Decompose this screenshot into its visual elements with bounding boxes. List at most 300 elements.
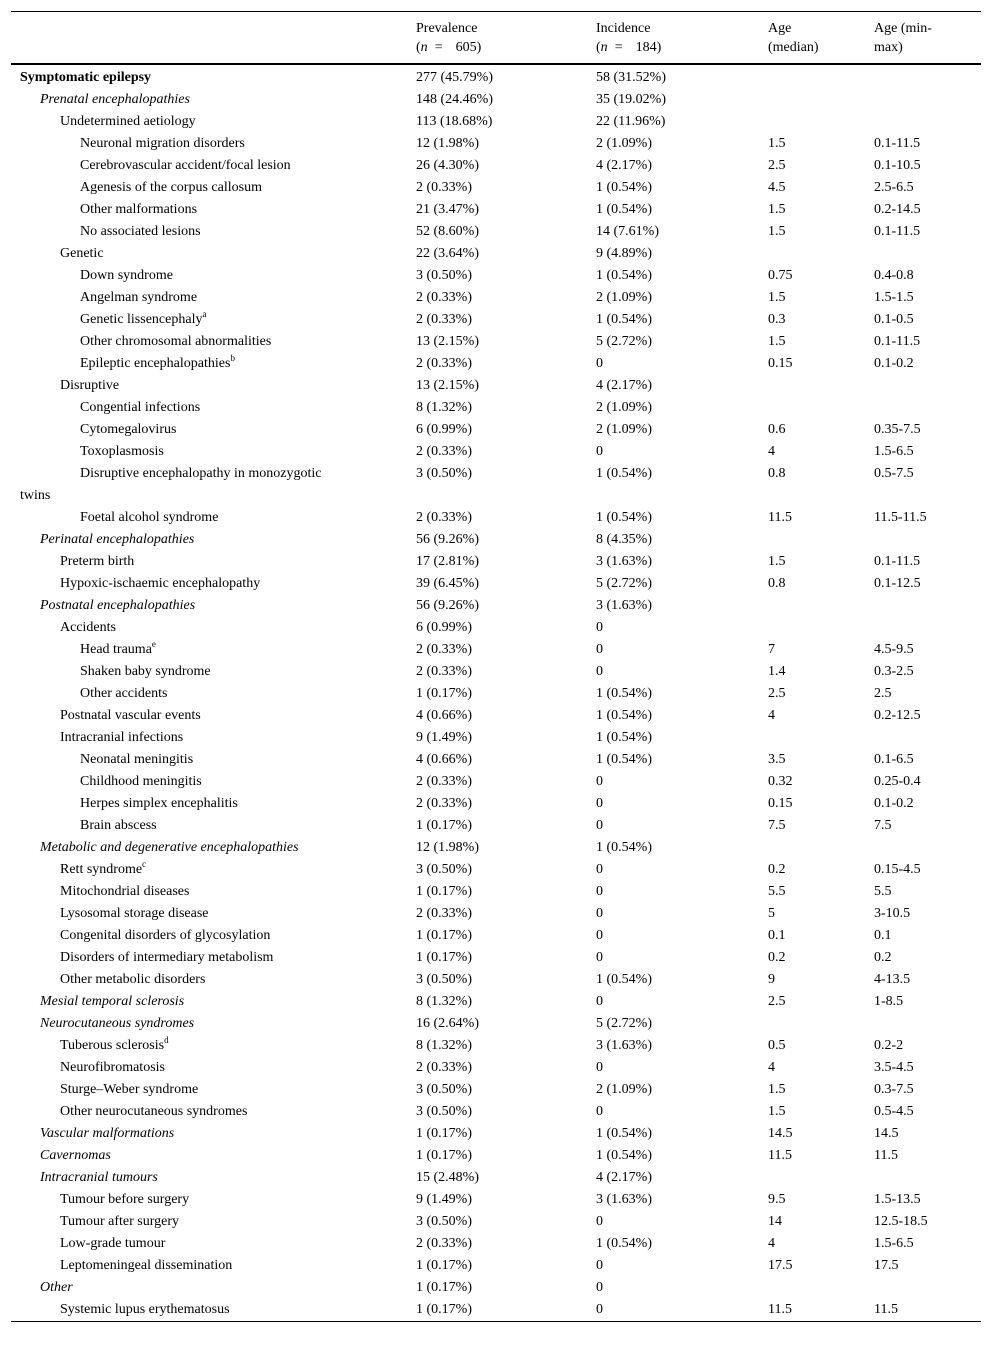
cell-age-range: 0.1-0.2 [874,796,914,811]
table-row [11,1035,981,1057]
cell-age-range: 0.1-12.5 [874,576,921,591]
cell-age-range: 3-10.5 [874,906,911,921]
row-label: Down syndrome [80,268,173,283]
cell-age-median: 1.5 [768,1104,786,1119]
cell-age-median: 0.3 [768,312,786,327]
cell-age-median: 0.2 [768,950,786,965]
cell-age-median: 1.5 [768,136,786,151]
table-row [11,815,981,837]
cell-incidence: 0 [596,862,603,877]
cell-prevalence: 1 (0.17%) [416,1148,472,1163]
row-label: Sturge–Weber syndrome [60,1082,199,1097]
table-row [11,265,981,287]
cell-incidence: 1 (0.54%) [596,180,652,195]
cell-prevalence: 3 (0.50%) [416,1214,472,1229]
cell-age-median: 4.5 [768,180,786,195]
cell-prevalence: 2 (0.33%) [416,906,472,921]
cell-age-median: 0.8 [768,466,786,481]
cell-incidence: 0 [596,928,603,943]
table-row [11,1079,981,1101]
cell-incidence: 1 (0.54%) [596,1126,652,1141]
cell-incidence: 3 (1.63%) [596,1038,652,1053]
cell-incidence: 1 (0.54%) [596,312,652,327]
cell-prevalence: 6 (0.99%) [416,422,472,437]
cell-incidence: 0 [596,994,603,1009]
cell-prevalence: 56 (9.26%) [416,532,479,547]
table-row [11,1211,981,1233]
cell-prevalence: 9 (1.49%) [416,1192,472,1207]
row-label: Toxoplasmosis [80,444,164,459]
row-label: Brain abscess [80,818,157,833]
cell-prevalence: 2 (0.33%) [416,1060,472,1075]
table-row [11,925,981,947]
table-row [11,617,981,639]
row-label: Other neurocutaneous syndromes [60,1104,248,1119]
cell-incidence: 0 [596,1104,603,1119]
cell-incidence: 5 (2.72%) [596,1016,652,1031]
cell-age-range: 0.1-0.5 [874,312,914,327]
cell-age-range: 4-13.5 [874,972,911,987]
cell-incidence: 1 (0.54%) [596,840,652,855]
row-label: Leptomeningeal dissemination [60,1258,233,1273]
cell-age-median: 1.4 [768,664,786,679]
cell-prevalence: 1 (0.17%) [416,1258,472,1273]
header-prevalence-n: (n = 605) [416,40,482,55]
table-row [11,1167,981,1189]
row-label: Genetic lissencephaly$^a$ [80,309,207,327]
cell-incidence: 0 [596,642,603,657]
table-row [11,1189,981,1211]
cell-age-median: 0.5 [768,1038,786,1053]
cell-age-range: 11.5 [874,1302,898,1317]
row-label: No associated lesions [80,224,201,239]
table-row [11,991,981,1013]
cell-incidence: 5 (2.72%) [596,576,652,591]
cell-age-median: 0.6 [768,422,786,437]
cell-prevalence: 1 (0.17%) [416,1280,472,1295]
cell-age-range: 4.5-9.5 [874,642,914,657]
table-row [11,155,981,177]
cell-age-median: 11.5 [768,510,792,525]
row-label: Other [40,1280,73,1295]
cell-age-median: 0.8 [768,576,786,591]
header-incidence [596,19,661,57]
cell-prevalence: 1 (0.17%) [416,950,472,965]
row-label: Angelman syndrome [80,290,198,305]
table-row [11,67,981,89]
cell-age-median: 5 [768,906,775,921]
row-label: Vascular malformations [40,1126,175,1141]
cell-prevalence: 1 (0.17%) [416,928,472,943]
row-label: Congential infections [80,400,201,415]
row-label: Tumour before surgery [60,1192,190,1207]
cell-age-range: 0.1-11.5 [874,224,921,239]
row-label: Cerebrovascular accident/focal lesion [80,158,291,173]
cell-age-median: 1.5 [768,202,786,217]
row-label: Agenesis of the corpus callosum [80,180,262,195]
row-label: Disorders of intermediary metabolism [60,950,274,965]
table-row [11,859,981,881]
cell-incidence: 1 (0.54%) [596,752,652,767]
cell-prevalence: 13 (2.15%) [416,378,479,393]
cell-prevalence: 16 (2.64%) [416,1016,479,1031]
cell-age-range: 1.5-1.5 [874,290,914,305]
header-incidence-n: (n = 184) [596,40,662,55]
cell-age-median: 4 [768,1060,775,1075]
row-label: Foetal alcohol syndrome [80,510,219,525]
cell-incidence: 0 [596,796,603,811]
cell-age-median: 9 [768,972,775,987]
table-row [11,573,981,595]
table-header [11,12,981,65]
cell-prevalence: 3 (0.50%) [416,466,472,481]
cell-prevalence: 2 (0.33%) [416,312,472,327]
cell-prevalence: 6 (0.99%) [416,620,472,635]
cell-age-range: 0.1-11.5 [874,554,921,569]
cell-prevalence: 3 (0.50%) [416,1104,472,1119]
cell-incidence: 1 (0.54%) [596,730,652,745]
table-row [11,111,981,133]
cell-age-range: 14.5 [874,1126,899,1141]
cell-age-median: 14.5 [768,1126,793,1141]
cell-age-range: 0.1-0.2 [874,356,914,371]
cell-prevalence: 13 (2.15%) [416,334,479,349]
footnote-marker: a [202,309,207,319]
cell-incidence: 0 [596,1258,603,1273]
cell-age-range: 0.1-10.5 [874,158,921,173]
cell-age-range: 0.1-6.5 [874,752,914,767]
row-label: Tumour after surgery [60,1214,179,1229]
cell-incidence: 1 (0.54%) [596,1236,652,1251]
cell-incidence: 1 (0.54%) [596,202,652,217]
cell-prevalence: 113 (18.68%) [416,114,493,129]
cell-age-median: 1.5 [768,554,786,569]
cell-prevalence: 26 (4.30%) [416,158,479,173]
table-row [11,89,981,111]
cell-incidence: 0 [596,444,603,459]
cell-incidence: 0 [596,906,603,921]
table-row [11,463,981,507]
cell-incidence: 2 (1.09%) [596,422,652,437]
table-row [11,661,981,683]
row-label: Preterm birth [60,554,135,569]
cell-age-median: 2.5 [768,994,786,1009]
cell-incidence: 58 (31.52%) [596,70,666,85]
cell-age-median: 9.5 [768,1192,786,1207]
table-row [11,947,981,969]
footnote-marker: d [164,1035,169,1045]
cell-age-median: 0.75 [768,268,793,283]
cell-incidence: 1 (0.54%) [596,708,652,723]
table-row [11,375,981,397]
row-label: Systemic lupus erythematosus [60,1302,230,1317]
cell-incidence: 1 (0.54%) [596,686,652,701]
row-label: Intracranial infections [60,730,184,745]
cell-age-median: 7 [768,642,775,657]
row-label: Hypoxic-ischaemic encephalopathy [60,576,261,591]
row-label: Cytomegalovirus [80,422,177,437]
table-row [11,441,981,463]
table-row [11,727,981,749]
table-row [11,1057,981,1079]
cell-prevalence: 3 (0.50%) [416,972,472,987]
row-label: Congenital disorders of glycosylation [60,928,271,943]
cell-prevalence: 17 (2.81%) [416,554,479,569]
cell-age-range: 11.5 [874,1148,898,1163]
row-label: Neurocutaneous syndromes [40,1016,195,1031]
header-prevalence [416,19,481,57]
cell-age-range: 0.4-0.8 [874,268,914,283]
row-label: Childhood meningitis [80,774,202,789]
table-row [11,771,981,793]
cell-prevalence: 39 (6.45%) [416,576,479,591]
cell-age-median: 3.5 [768,752,786,767]
cell-incidence: 9 (4.89%) [596,246,652,261]
cell-age-median: 14 [768,1214,782,1229]
row-label: Prenatal encephalopathies [40,92,190,107]
row-label: Rett syndrome$^c$ [60,859,147,877]
cell-incidence: 0 [596,1214,603,1229]
cell-age-median: 11.5 [768,1148,792,1163]
cell-age-median: 5.5 [768,884,786,899]
row-label: Epileptic encephalopathies$^b$ [80,353,235,371]
cell-incidence: 0 [596,950,603,965]
table-row [11,1101,981,1123]
row-label: Other accidents [80,686,168,701]
row-label: Mitochondrial diseases [60,884,190,899]
table-row [11,529,981,551]
table-row [11,243,981,265]
table-row [11,133,981,155]
cell-prevalence: 2 (0.33%) [416,444,472,459]
cell-prevalence: 1 (0.17%) [416,1302,472,1317]
cell-prevalence: 2 (0.33%) [416,796,472,811]
cell-incidence: 2 (1.09%) [596,290,652,305]
cell-age-range: 11.5-11.5 [874,510,927,525]
cell-age-median: 1.5 [768,1082,786,1097]
cell-incidence: 14 (7.61%) [596,224,659,239]
cell-incidence: 4 (2.17%) [596,1170,652,1185]
table-row [11,903,981,925]
header-age-range: Age (min- max) [874,21,932,55]
table-row [11,969,981,991]
table-row [11,1145,981,1167]
cell-age-range: 1.5-13.5 [874,1192,921,1207]
table-row [11,683,981,705]
table-row [11,595,981,617]
table-row [11,837,981,859]
cell-age-median: 1.5 [768,224,786,239]
cell-age-median: 0.15 [768,356,793,371]
cell-age-range: 1.5-6.5 [874,444,914,459]
cell-incidence: 8 (4.35%) [596,532,652,547]
cell-prevalence: 1 (0.17%) [416,686,472,701]
cell-age-median: 11.5 [768,1302,792,1317]
cell-incidence: 1 (0.54%) [596,510,652,525]
row-label: Disruptive encephalopathy in monozygotic [80,466,322,481]
cell-age-median: 1.5 [768,290,786,305]
cell-incidence: 3 (1.63%) [596,1192,652,1207]
row-label: Herpes simplex encephalitis [80,796,238,811]
cell-age-median: 0.32 [768,774,793,789]
cell-prevalence: 12 (1.98%) [416,840,479,855]
cell-prevalence: 277 (45.79%) [416,70,493,85]
cell-prevalence: 12 (1.98%) [416,136,479,151]
cell-age-range: 0.5-7.5 [874,466,914,481]
cell-age-median: 17.5 [768,1258,793,1273]
cell-age-range: 0.3-2.5 [874,664,914,679]
cell-incidence: 1 (0.54%) [596,1148,652,1163]
row-label: Accidents [60,620,116,635]
table-row [11,881,981,903]
row-label: Other chromosomal abnormalities [80,334,272,349]
row-label: Postnatal vascular events [60,708,201,723]
cell-age-range: 7.5 [874,818,892,833]
cell-age-median: 7.5 [768,818,786,833]
cell-age-median: 0.15 [768,796,793,811]
cell-prevalence: 1 (0.17%) [416,818,472,833]
table-row [11,507,981,529]
table-row [11,1123,981,1145]
cell-incidence: 2 (1.09%) [596,1082,652,1097]
row-label: Mesial temporal sclerosis [40,994,185,1009]
cell-age-range: 0.2 [874,950,892,965]
row-label: Head trauma$^e$ [80,639,156,657]
table-row [11,331,981,353]
cell-age-median: 4 [768,708,775,723]
cell-prevalence: 8 (1.32%) [416,1038,472,1053]
cell-prevalence: 148 (24.46%) [416,92,493,107]
cell-age-range: 0.1-11.5 [874,136,921,151]
header-incidence-label: Incidence [596,21,651,36]
cell-prevalence: 4 (0.66%) [416,752,472,767]
cell-age-range: 0.2-2 [874,1038,904,1053]
table-body [11,67,981,1321]
cell-age-range: 0.2-14.5 [874,202,921,217]
cell-prevalence: 2 (0.33%) [416,642,472,657]
cell-incidence: 1 (0.54%) [596,972,652,987]
cell-age-range: 12.5-18.5 [874,1214,928,1229]
cell-incidence: 0 [596,1280,603,1295]
cell-prevalence: 22 (3.64%) [416,246,479,261]
row-label: Symptomatic epilepsy [20,70,152,85]
cell-prevalence: 8 (1.32%) [416,994,472,1009]
cell-incidence: 5 (2.72%) [596,334,652,349]
cell-prevalence: 52 (8.60%) [416,224,479,239]
table-row [11,353,981,375]
row-label: Low-grade tumour [60,1236,166,1251]
cell-prevalence: 3 (0.50%) [416,268,472,283]
cell-prevalence: 3 (0.50%) [416,862,472,877]
cell-age-range: 0.1 [874,928,892,943]
row-label: Lysosomal storage disease [60,906,209,921]
cell-age-range: 0.5-4.5 [874,1104,914,1119]
table-row [11,705,981,727]
cell-age-median: 0.2 [768,862,786,877]
row-label: Neuronal migration disorders [80,136,245,151]
cell-age-median: 2.5 [768,686,786,701]
header-age-median: Age (median) [768,21,819,55]
cell-prevalence: 21 (3.47%) [416,202,479,217]
row-label: Genetic [60,246,104,261]
cell-age-range: 2.5-6.5 [874,180,914,195]
table-row [11,221,981,243]
row-label: Postnatal encephalopathies [40,598,196,613]
cell-prevalence: 1 (0.17%) [416,1126,472,1141]
cell-prevalence: 2 (0.33%) [416,510,472,525]
table-row [11,1233,981,1255]
cell-age-range: 1.5-6.5 [874,1236,914,1251]
cell-incidence: 1 (0.54%) [596,268,652,283]
cell-age-range: 5.5 [874,884,892,899]
cell-age-range: 2.5 [874,686,892,701]
cell-age-median: 2.5 [768,158,786,173]
cell-incidence: 3 (1.63%) [596,598,652,613]
footnote-marker: c [142,859,147,869]
cell-incidence: 2 (1.09%) [596,136,652,151]
cell-incidence: 4 (2.17%) [596,158,652,173]
row-label: Disruptive [60,378,120,393]
row-label: Other malformations [80,202,198,217]
cell-age-range: 3.5-4.5 [874,1060,914,1075]
cell-incidence: 0 [596,884,603,899]
row-label: Intracranial tumours [40,1170,158,1185]
row-label: Neonatal meningitis [80,752,194,767]
cell-incidence: 0 [596,1302,603,1317]
cell-prevalence: 15 (2.48%) [416,1170,479,1185]
footnote-marker: b [230,353,235,363]
row-label: Cavernomas [40,1148,111,1163]
table-row [11,551,981,573]
cell-incidence: 0 [596,818,603,833]
cell-age-median: 0.1 [768,928,786,943]
table-row [11,793,981,815]
cell-age-range: 0.25-0.4 [874,774,921,789]
cell-prevalence: 2 (0.33%) [416,774,472,789]
table-row [11,177,981,199]
table-row [11,1255,981,1277]
row-label: Other metabolic disorders [60,972,206,987]
table-row [11,199,981,221]
cell-prevalence: 1 (0.17%) [416,884,472,899]
row-label: Undetermined aetiology [60,114,196,129]
cell-incidence: 0 [596,1060,603,1075]
cell-prevalence: 2 (0.33%) [416,180,472,195]
cell-prevalence: 8 (1.32%) [416,400,472,415]
cell-incidence: 2 (1.09%) [596,400,652,415]
cell-incidence: 3 (1.63%) [596,554,652,569]
row-label: Metabolic and degenerative encephalopathies [40,840,299,855]
table-row [11,1277,981,1299]
epilepsy-aetiology-table [11,11,981,1322]
cell-incidence: 1 (0.54%) [596,466,652,481]
table-row [11,1013,981,1035]
row-label-continued: twins [20,488,51,503]
table-row [11,639,981,661]
cell-incidence: 22 (11.96%) [596,114,666,129]
cell-incidence: 4 (2.17%) [596,378,652,393]
cell-prevalence: 4 (0.66%) [416,708,472,723]
cell-age-range: 1-8.5 [874,994,904,1009]
cell-age-range: 0.15-4.5 [874,862,921,877]
cell-prevalence: 3 (0.50%) [416,1082,472,1097]
row-label: Perinatal encephalopathies [40,532,195,547]
table-row [11,287,981,309]
cell-prevalence: 2 (0.33%) [416,290,472,305]
cell-age-median: 4 [768,1236,775,1251]
cell-incidence: 35 (19.02%) [596,92,666,107]
cell-age-range: 17.5 [874,1258,899,1273]
